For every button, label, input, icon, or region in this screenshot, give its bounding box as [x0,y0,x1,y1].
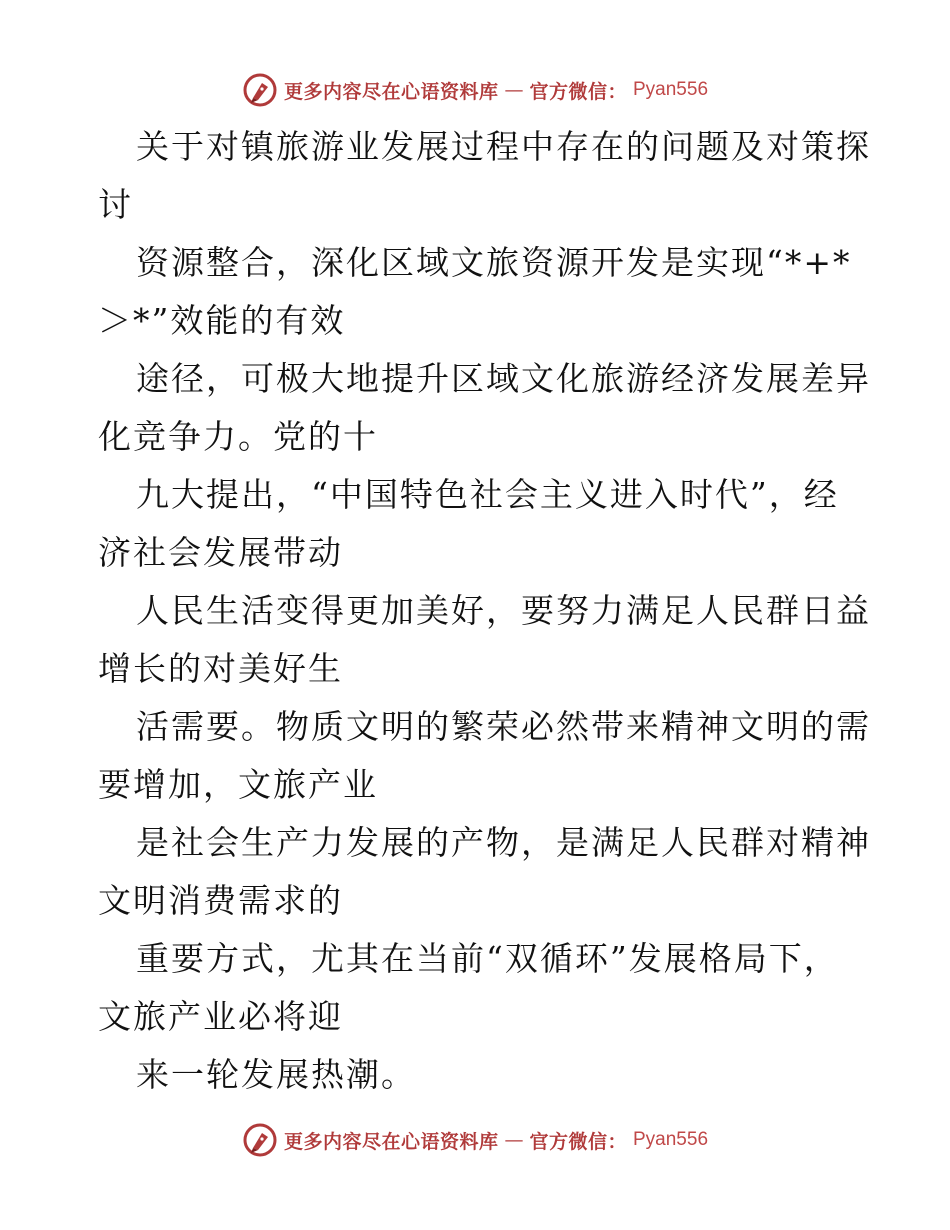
paragraph [98,118,871,234]
watermark-account-id: Pyan556 [633,1129,709,1150]
watermark-suffix-text: 官方微信： [529,1130,627,1153]
document-body [98,118,871,1104]
text-line: 讨 [98,185,133,224]
text-line: 人民生活变得更加美好，要努力满足人民群日益 [136,591,871,630]
paragraph [98,466,858,582]
text-line: 文明消费需求的 [98,881,343,920]
text-line: 关于对镇旅游业发展过程中存在的问题及对策探 [136,127,871,166]
text-line: ＞*”效能的有效 [98,301,346,340]
header-watermark [0,70,950,110]
text-line: 来一轮发展热潮。 [136,1055,416,1094]
paragraph [98,698,871,814]
paragraph [98,814,871,930]
text-line: 重要方式，尤其在当前“双循环”发展格局下， [136,939,839,978]
text-line: 济社会发展带动 [98,533,343,572]
text-line: 途径，可极大地提升区域文化旅游经济发展差异 [136,359,871,398]
paragraph [98,350,871,466]
text-line: 九大提出，“中国特色社会主义进入时代”，经 [136,475,839,514]
text-line: 是社会生产力发展的产物，是满足人民群对精神 [136,823,871,862]
watermark-main-text: 更多内容尽在心语资料库 [283,1130,499,1153]
watermark-separator: — [504,1129,524,1151]
paragraph [98,582,871,698]
text-line: 活需要。物质文明的繁荣必然带来精神文明的需 [136,707,871,746]
text-line: 化竞争力。党的十 [98,417,378,456]
pen-nib-logo-icon [242,72,278,108]
text-line: 文旅产业必将迎 [98,997,343,1036]
watermark-main-text: 更多内容尽在心语资料库 [283,80,499,103]
watermark-suffix-text: 官方微信： [529,80,627,103]
footer-watermark [0,1120,950,1160]
paragraph [98,234,858,350]
text-line: 资源整合，深化区域文旅资源开发是实现“*+* [136,243,852,282]
text-line: 增长的对美好生 [98,649,343,688]
paragraph [98,1046,858,1104]
text-line: 要增加，文旅产业 [98,765,378,804]
watermark-separator: — [504,79,524,101]
pen-nib-logo-icon [242,1122,278,1158]
paragraph [98,930,858,1046]
watermark-account-id: Pyan556 [633,79,709,100]
